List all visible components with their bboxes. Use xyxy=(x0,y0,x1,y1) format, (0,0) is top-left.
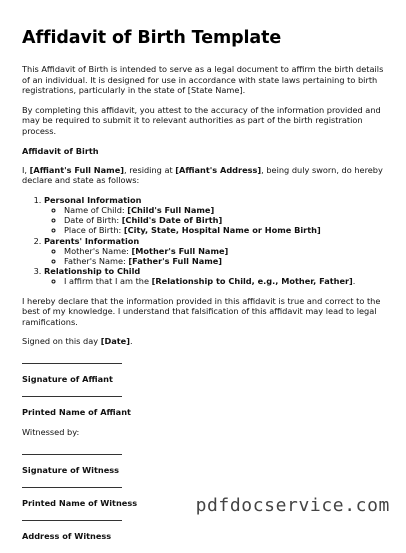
witness-printed-name-line[interactable] xyxy=(22,487,122,488)
declaration-middle: , residing at xyxy=(124,164,176,175)
sub-item-date-of-birth xyxy=(64,215,384,225)
sub-item-label: Father's Name: xyxy=(64,255,129,266)
sub-item-after: . xyxy=(352,276,356,287)
witness-address-line[interactable] xyxy=(22,520,122,521)
affiant-printed-name-label: Printed Name of Affiant xyxy=(22,406,131,417)
sub-item-place-of-birth xyxy=(64,225,384,235)
affiant-signature-label: Signature of Affiant xyxy=(22,373,113,384)
witnessed-by-text: Witnessed by: xyxy=(22,426,80,437)
sub-item-value: [Child's Date of Birth] xyxy=(121,215,223,226)
page-title: Affidavit of Birth Template xyxy=(22,28,282,48)
declaration-paragraph xyxy=(22,165,384,186)
intro-paragraph-2: By completing this affidavit, you attest to the accuracy of the information provided and may be required to submit it to relevant authorities as part of the birth registration process. xyxy=(22,104,381,136)
witness-signature-label: Signature of Witness xyxy=(22,464,120,475)
witness-address-label: Address of Witness xyxy=(22,530,112,541)
list-item-relationship-to-child xyxy=(44,266,384,286)
sub-item-child-name xyxy=(64,205,384,215)
sub-item-label: Name of Child: xyxy=(64,204,128,215)
section-heading: Affidavit of Birth xyxy=(22,145,99,156)
declaration-prefix: I, xyxy=(22,164,30,175)
sub-item-value: [Relationship to Child, e.g., Mother, Father] xyxy=(151,276,353,287)
signed-prefix: Signed on this day xyxy=(22,336,101,347)
sub-list xyxy=(44,276,384,286)
document-page xyxy=(22,28,384,553)
list-item-personal-information xyxy=(44,195,384,236)
item-heading: Parents' Information xyxy=(44,235,140,246)
affiant-name-placeholder: [Affiant's Full Name] xyxy=(29,164,125,175)
item-heading: Personal Information xyxy=(44,194,142,205)
affiant-address-placeholder: [Affiant's Address] xyxy=(175,164,262,175)
closing-paragraph: I hereby declare that the information provided in this affidavit is true and correct to the best of my knowledge. I understand that falsification of this affidavit may lead to legal ramifications. xyxy=(22,295,381,327)
affiant-printed-name-line[interactable] xyxy=(22,396,122,397)
sub-item-label: Place of Birth: xyxy=(64,225,124,236)
signed-suffix: . xyxy=(129,336,133,347)
sub-item-label: Mother's Name: xyxy=(64,245,132,256)
intro-paragraph-1: This Affidavit of Birth is intended to serve as a legal document to affirm the birth details of an individual. It is designed for use in accordance with state laws pertaining to birth registrations, particularly in the state of [State Name]. xyxy=(22,64,384,96)
sub-item-value: [City, State, Hospital Name or Home Birth] xyxy=(123,225,321,236)
declaration-suffix: , being duly sworn, do hereby declare and state as follows: xyxy=(22,164,383,186)
sub-list xyxy=(44,246,384,266)
sub-item-value: [Child's Full Name] xyxy=(127,204,215,215)
witness-signature-line[interactable] xyxy=(22,454,122,455)
date-placeholder: [Date] xyxy=(100,336,130,347)
witness-printed-name-label: Printed Name of Witness xyxy=(22,497,138,508)
signed-line xyxy=(22,336,384,347)
sub-item-label: Date of Birth: xyxy=(64,215,122,226)
affiant-signature-line[interactable] xyxy=(22,363,122,364)
affidavit-items-list xyxy=(22,195,384,287)
sub-item-value: [Father's Full Name] xyxy=(128,255,223,266)
sub-item-father-name xyxy=(64,256,384,266)
sub-list xyxy=(44,205,384,236)
sub-item-value: [Mother's Full Name] xyxy=(131,245,229,256)
list-item-parents-information xyxy=(44,236,384,267)
item-heading: Relationship to Child xyxy=(44,266,141,277)
watermark-text: pdfdocservice.com xyxy=(195,495,390,516)
sub-item-relationship xyxy=(64,276,384,286)
sub-item-mother-name xyxy=(64,246,384,256)
sub-item-label: I affirm that I am the xyxy=(64,276,152,287)
